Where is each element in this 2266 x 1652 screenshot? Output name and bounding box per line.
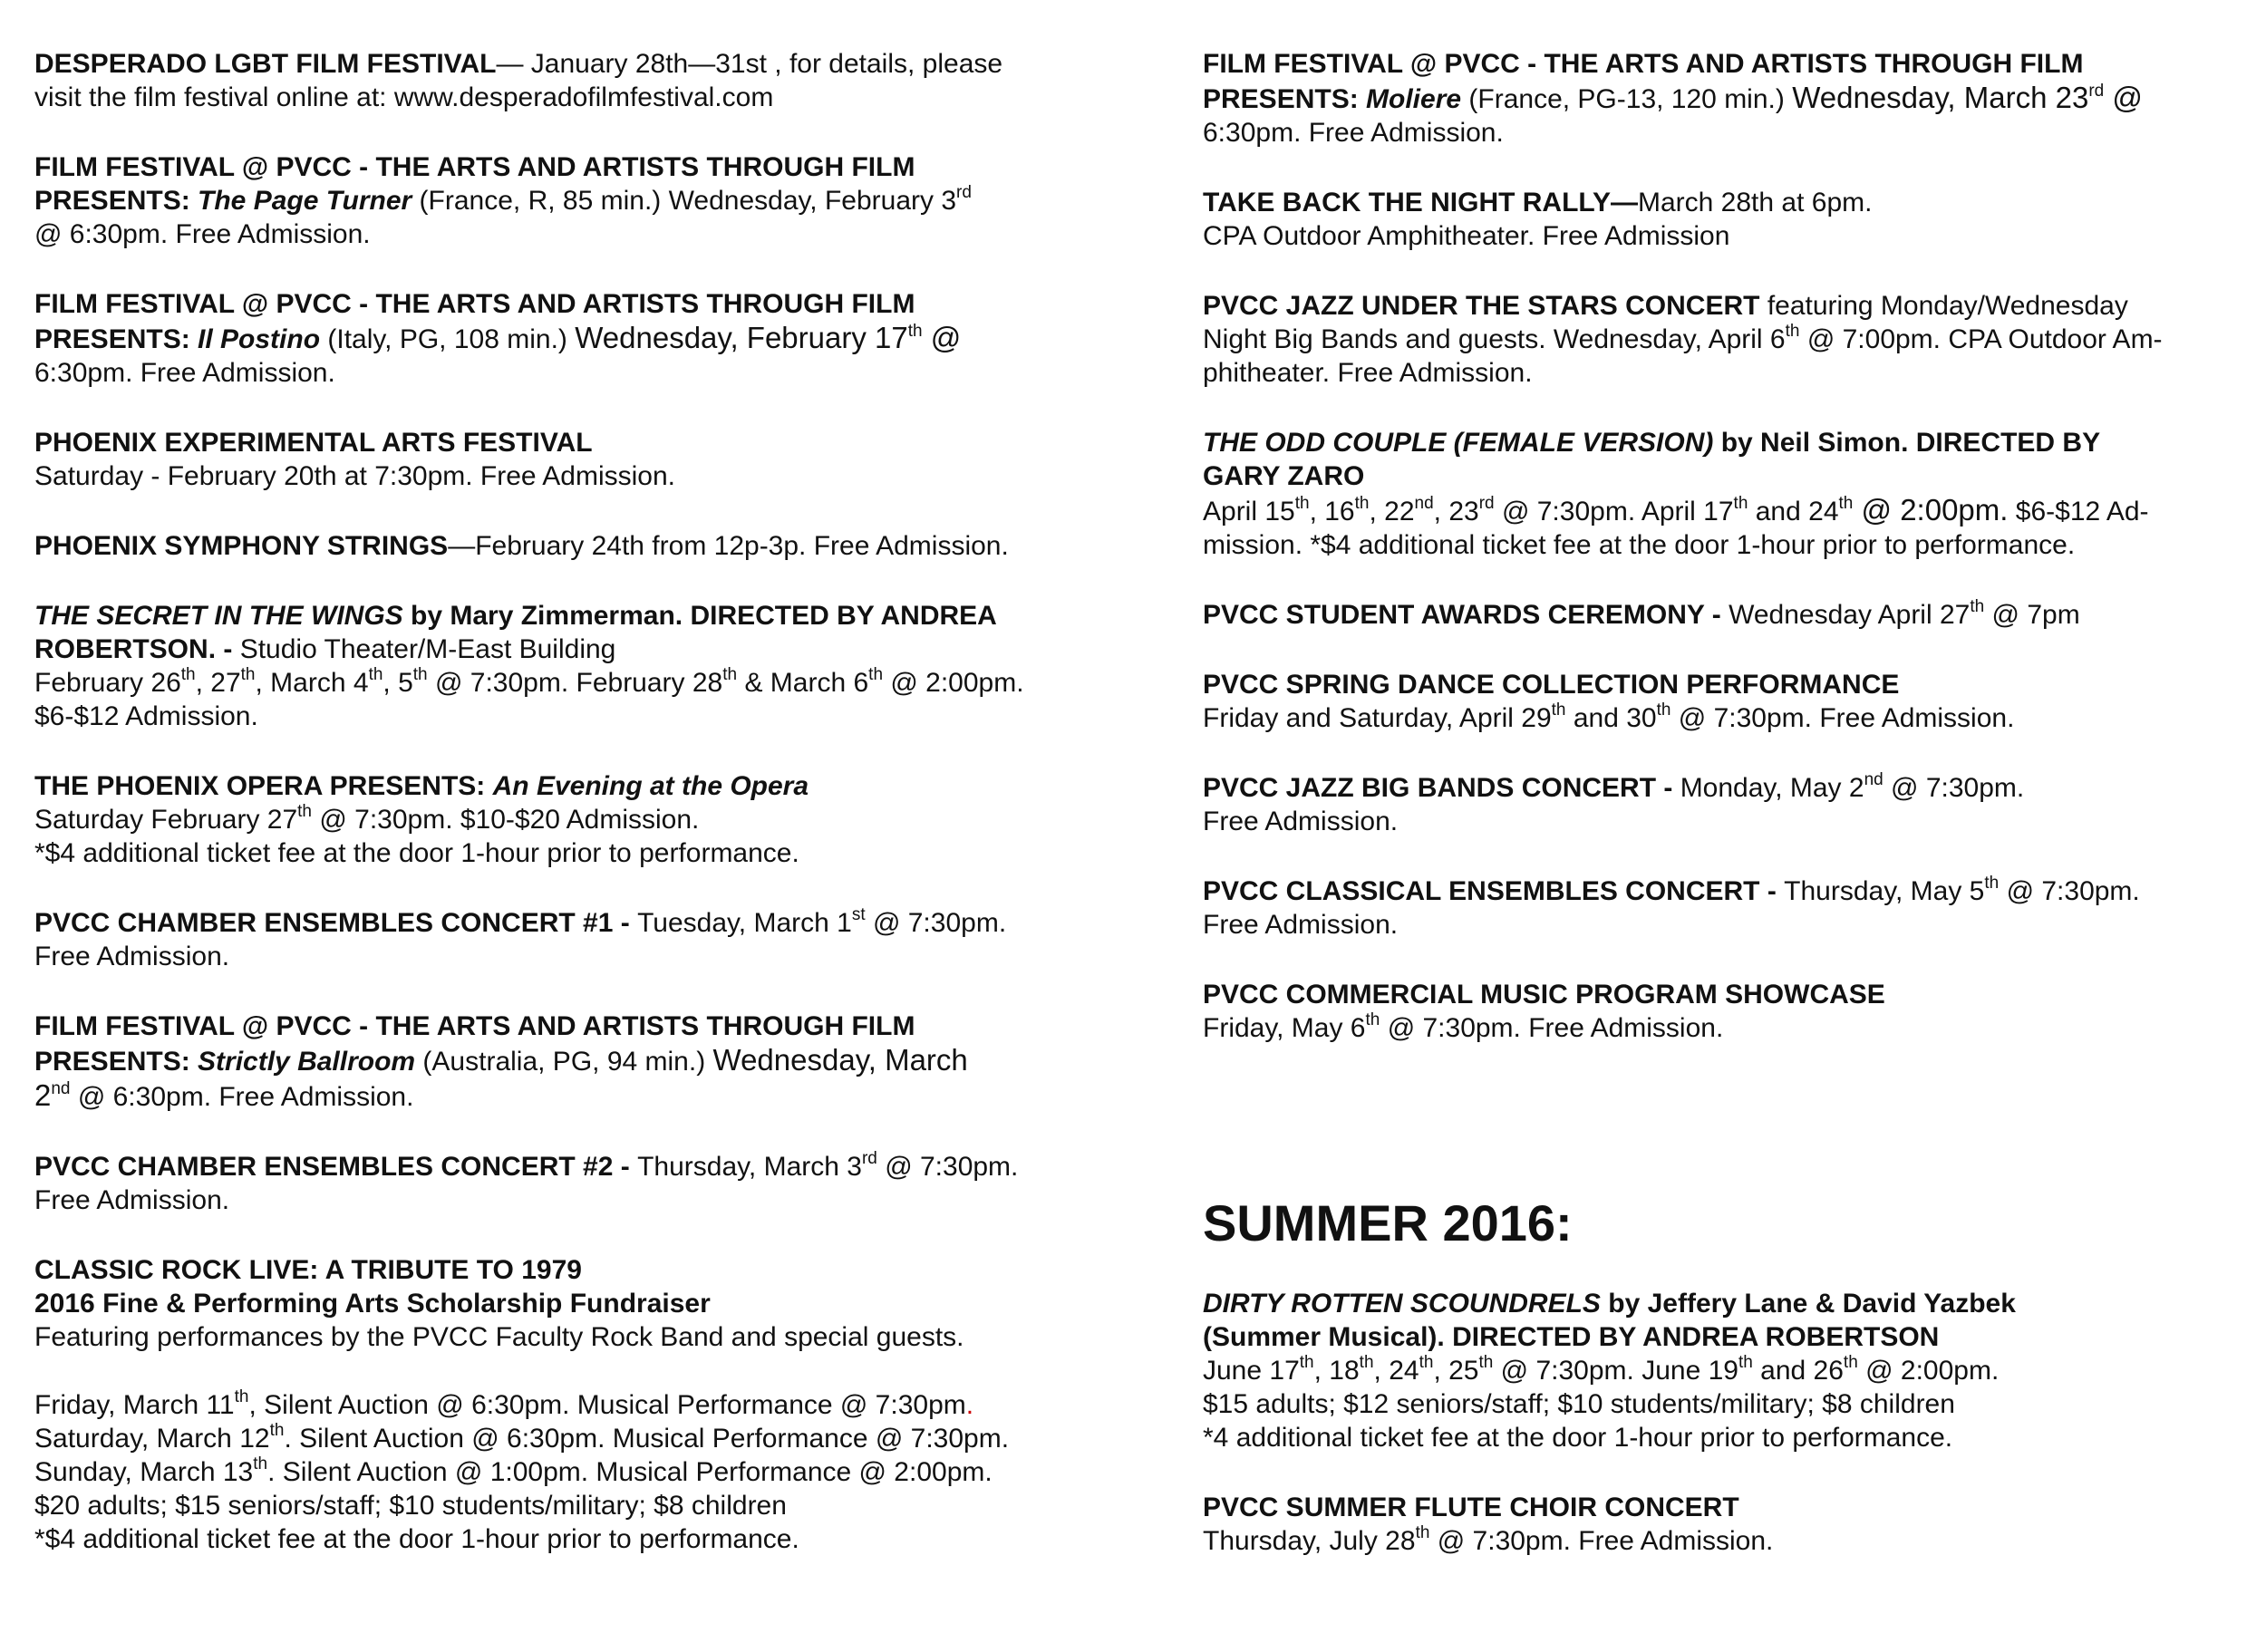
event-dirty-rotten-scoundrels: DIRTY ROTTEN SCOUNDRELS by Jeffery Lane & David Yazbek (Summer Musical). DIRECTED BY ANDREA ROBERTSON June 17th, 18th, 24th, 25th @ 7:30pm. June 19th and 26th @ 2:00pm. $15 adults; $12 seniors/staff; $10 students/military; $8 children *4 additional ticket fee at the door 1-hour prior to performance.: [1203, 1289, 2016, 1453]
event-title: PVCC JAZZ UNDER THE STARS CONCERT: [1203, 291, 1760, 321]
event-title: FILM FESTIVAL @ PVCC - THE ARTS AND ARTISTS THROUGH FILM: [34, 152, 915, 182]
show-title: An Evening at the Opera: [492, 771, 809, 801]
event-page-turner: FILM FESTIVAL @ PVCC - THE ARTS AND ARTISTS THROUGH FILM PRESENTS: The Page Turner (France, R, 85 min.) Wednesday, February 3rd @ 6:30pm. Free Admission.: [34, 152, 972, 249]
film-title: Moliere: [1366, 84, 1462, 114]
event-title: THE SECRET IN THE WINGS: [34, 601, 403, 631]
event-title: DIRTY ROTTEN SCOUNDRELS: [1203, 1289, 1601, 1319]
event-summer-flute-choir: PVCC SUMMER FLUTE CHOIR CONCERT Thursday, July 28th @ 7:30pm. Free Admission.: [1203, 1493, 1774, 1556]
event-commercial-music-showcase: PVCC COMMERCIAL MUSIC PROGRAM SHOWCASE Friday, May 6th @ 7:30pm. Free Admission.: [1203, 980, 1885, 1043]
left-column: [34, 47, 1142, 1592]
event-title: PVCC CHAMBER ENSEMBLES CONCERT #2 -: [34, 1152, 638, 1182]
event-spring-dance: PVCC SPRING DANCE COLLECTION PERFORMANCE Friday and Saturday, April 29th and 30th @ 7:30pm. Free Admission.: [1203, 670, 2015, 733]
event-strictly-ballroom: FILM FESTIVAL @ PVCC - THE ARTS AND ARTISTS THROUGH FILM PRESENTS: Strictly Ballroom (Australia, PG, 94 min.) Wednesday, March 2nd @ 6:30pm. Free Admission.: [34, 1011, 968, 1112]
event-title: THE PHOENIX OPERA PRESENTS:: [34, 771, 493, 801]
event-desperado-film-festival: DESPERADO LGBT FILM FESTIVAL— January 28th—31st , for details, please visit the film festival online at: www.desperadofilmfestival.com: [34, 47, 1142, 114]
event-phoenix-experimental: PHOENIX EXPERIMENTAL ARTS FESTIVAL Saturday - February 20th at 7:30pm. Free Admission.: [34, 428, 676, 491]
event-title: DESPERADO LGBT FILM FESTIVAL: [34, 49, 497, 79]
event-title: FILM FESTIVAL @ PVCC - THE ARTS AND ARTISTS THROUGH FILM: [1203, 49, 2084, 79]
event-title: PVCC COMMERCIAL MUSIC PROGRAM SHOWCASE: [1203, 980, 1885, 1010]
event-chamber-ensembles-2: PVCC CHAMBER ENSEMBLES CONCERT #2 - Thursday, March 3rd @ 7:30pm. Free Admission.: [34, 1149, 1019, 1215]
event-title: FILM FESTIVAL @ PVCC - THE ARTS AND ARTISTS THROUGH FILM: [34, 289, 915, 319]
event-moliere: FILM FESTIVAL @ PVCC - THE ARTS AND ARTISTS THROUGH FILM PRESENTS: Moliere (France, PG-13, 120 min.) Wednesday, March 23rd @ 6:30pm. Free Admission.: [1203, 49, 2143, 148]
event-chamber-ensembles-1: PVCC CHAMBER ENSEMBLES CONCERT #1 - Tuesday, March 1st @ 7:30pm. Free Admission.: [34, 905, 1007, 971]
event-phoenix-opera: THE PHOENIX OPERA PRESENTS: An Evening at the Opera Saturday February 27th @ 7:30pm. $10-$20 Admission. *$4 additional ticket fee at the door 1-hour prior to performance.: [34, 771, 809, 868]
event-il-postino: FILM FESTIVAL @ PVCC - THE ARTS AND ARTISTS THROUGH FILM PRESENTS: Il Postino (Italy, PG, 108 min.) Wednesday, February 17th @ 6:30pm. Free Admission.: [34, 289, 962, 388]
event-classical-ensembles: PVCC CLASSICAL ENSEMBLES CONCERT - Thursday, May 5th @ 7:30pm. Free Admission.: [1203, 874, 2140, 940]
event-title: PVCC SUMMER FLUTE CHOIR CONCERT: [1203, 1493, 1739, 1522]
event-title: PHOENIX SYMPHONY STRINGS: [34, 531, 449, 561]
event-title: PVCC CLASSICAL ENSEMBLES CONCERT -: [1203, 876, 1785, 906]
event-jazz-big-bands: PVCC JAZZ BIG BANDS CONCERT - Monday, May 2nd @ 7:30pm. Free Admission.: [1203, 770, 2025, 836]
event-secret-in-the-wings: THE SECRET IN THE WINGS by Mary Zimmerman. DIRECTED BY ANDREA ROBERTSON. - Studio Theater/M-East Building February 26th, 27th, March 4th, 5th @ 7:30pm. February 28th & March 6th @ 2:00pm. $6-$12 Admission.: [34, 601, 1024, 731]
event-title: PHOENIX EXPERIMENTAL ARTS FESTIVAL: [34, 428, 593, 458]
event-take-back-the-night: TAKE BACK THE NIGHT RALLY—March 28th at 6pm. CPA Outdoor Amphitheater. Free Admission: [1203, 188, 1873, 251]
right-column: [1203, 47, 2245, 1594]
event-title: PVCC STUDENT AWARDS CEREMONY -: [1203, 600, 1729, 630]
event-title: PVCC SPRING DANCE COLLECTION PERFORMANCE: [1203, 670, 1900, 700]
film-title: Strictly Ballroom: [198, 1047, 416, 1077]
event-title: FILM FESTIVAL @ PVCC - THE ARTS AND ARTISTS THROUGH FILM: [34, 1011, 915, 1041]
event-subtitle: 2016 Fine & Performing Arts Scholarship Fundraiser: [34, 1289, 711, 1319]
event-student-awards: PVCC STUDENT AWARDS CEREMONY - Wednesday April 27th @ 7pm: [1203, 597, 2080, 630]
event-odd-couple: THE ODD COUPLE (FEMALE VERSION) by Neil Simon. DIRECTED BY GARY ZARO April 15th, 16th, 22nd, 23rd @ 7:30pm. April 17th and 24th @ 2:00pm. $6-$12 Ad- mission. *$4 additional ticket fee at the door 1-hour prior to performance.: [1203, 428, 2149, 560]
event-title: PVCC JAZZ BIG BANDS CONCERT -: [1203, 773, 1680, 803]
event-details: visit the film festival online at: www.desperadofilmfestival.com: [34, 82, 774, 112]
film-title: Il Postino: [198, 324, 321, 354]
summer-heading: SUMMER 2016:: [1203, 1194, 1573, 1251]
film-title: The Page Turner: [198, 186, 412, 216]
event-jazz-under-the-stars: PVCC JAZZ UNDER THE STARS CONCERT featuring Monday/Wednesday Night Big Bands and guests. Wednesday, April 6th @ 7:00pm. CPA Outdoor Am- phitheater. Free Admission.: [1203, 291, 2163, 388]
event-title: THE ODD COUPLE (FEMALE VERSION): [1203, 428, 1714, 458]
event-classic-rock-live: CLASSIC ROCK LIVE: A TRIBUTE TO 1979 2016 Fine & Performing Arts Scholarship Fundraiser Featuring performances by the PVCC Faculty Rock Band and special guests. Friday, March 11th, Silent Auction @ 6:30pm. Musical Performance @ 7:30pm. Saturday, March 12th. Silent Auction @ 6:30pm. Musical Performance @ 7:30pm. Sunday, March 13th. Silent Auction @ 1:00pm. Musical Performance @ 2:00pm. $20 adults; $15 seniors/staff; $10 students/military; $8 children *$4 additional ticket fee at the door 1-hour prior to performance.: [34, 1255, 1010, 1554]
event-phoenix-symphony: PHOENIX SYMPHONY STRINGS—February 24th from 12p-3p. Free Admission.: [34, 531, 1009, 561]
event-title: TAKE BACK THE NIGHT RALLY—: [1203, 188, 1638, 217]
event-title: CLASSIC ROCK LIVE: A TRIBUTE TO 1979: [34, 1255, 582, 1285]
event-title: PVCC CHAMBER ENSEMBLES CONCERT #1 -: [34, 908, 638, 938]
